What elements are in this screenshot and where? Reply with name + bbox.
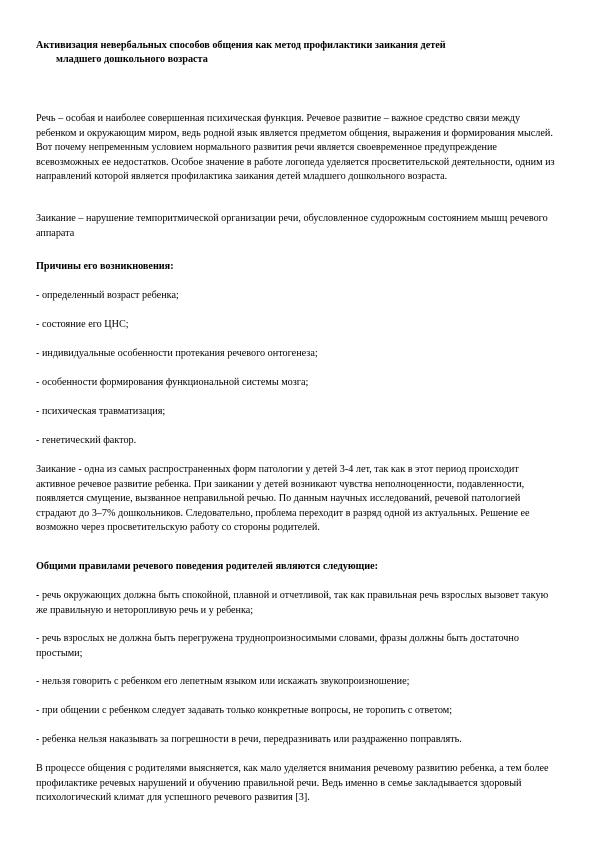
list-item: - нельзя говорить с ребенком его лепетным языком или искажать звукопроизношение; [36,676,410,687]
list-item: - речь взрослых не должна быть перегружена труднопроизносимыми словами, фразы должны быть достаточно простыми; [36,633,519,659]
list-item: - речь окружающих должна быть спокойной, плавной и отчетливой, так как правильная речь взрослых вызовет такую же правильную и неторопливую речь и у ребенка; [36,590,549,616]
paragraph-speech: Речь – особая и наиболее совершенная психическая функция. Речевое развитие – важное средство связи между ребенком и окружающим миром, ведь родной язык является предметом общения, выражения и формирования мыслей. Вот почему непременным условием нормального развития речи является своевременное предупреждение всевозможных ее недостатков. Особое значение в работе логопеда уделяется просветительской деятельности, одним из направлений которой является профилактика заикания детей младшего дошкольного возраста. [36,113,555,183]
paragraph-definition: Заикание – нарушение темпоритмической организации речи, обусловленное судорожным состоянием мышц речевого аппарата [36,213,548,239]
paragraph-family: В процессе общения с родителями выясняется, как мало уделяется внимания речевому развитию ребенка, а тем более профилактике речевых нарушений и обучению правильной речи. Ведь именно в семье закладывается здоровый психологический климат для успешного речевого развития [3]. [36,763,549,804]
list-item: - состояние его ЦНС; [36,319,129,330]
causes-heading: Причины его возникновения: [36,261,174,272]
title-line-2: младшего дошкольного возраста [56,54,208,65]
document-title [36,39,556,67]
list-item: - психическая травматизация; [36,406,166,417]
list-item: - особенности формирования функциональной системы мозга; [36,377,309,388]
list-item: - генетический фактор. [36,435,137,446]
list-item: - при общении с ребенком следует задавать только конкретные вопросы, не торопить с ответом; [36,705,453,716]
paragraph-stuttering: Заикание - одна из самых распространенных форм патологии у детей 3-4 лет, так как в этот период происходит активное речевое развитие ребенка. При заикании у детей возникают чувства неполноценности, подавленности, появляется смущение, вызванное неправильной речью. По данным научных исследований, речевой патологией страдают до 3–7% дошкольников. Следовательно, проблема переходит в разряд одной из актуальных. Решение ее возможно через просветительскую работу со стороны родителей. [36,464,530,534]
title-line-1: Активизация невербальных способов общения как метод профилактики заикания детей [36,40,446,51]
list-item: - ребенка нельзя наказывать за погрешности в речи, передразнивать или раздраженно поправлять. [36,734,462,745]
list-item: - индивидуальные особенности протекания речевого онтогенеза; [36,348,318,359]
rules-heading: Общими правилами речевого поведения родителей являются следующие: [36,561,378,572]
list-item: - определенный возраст ребенка; [36,290,179,301]
